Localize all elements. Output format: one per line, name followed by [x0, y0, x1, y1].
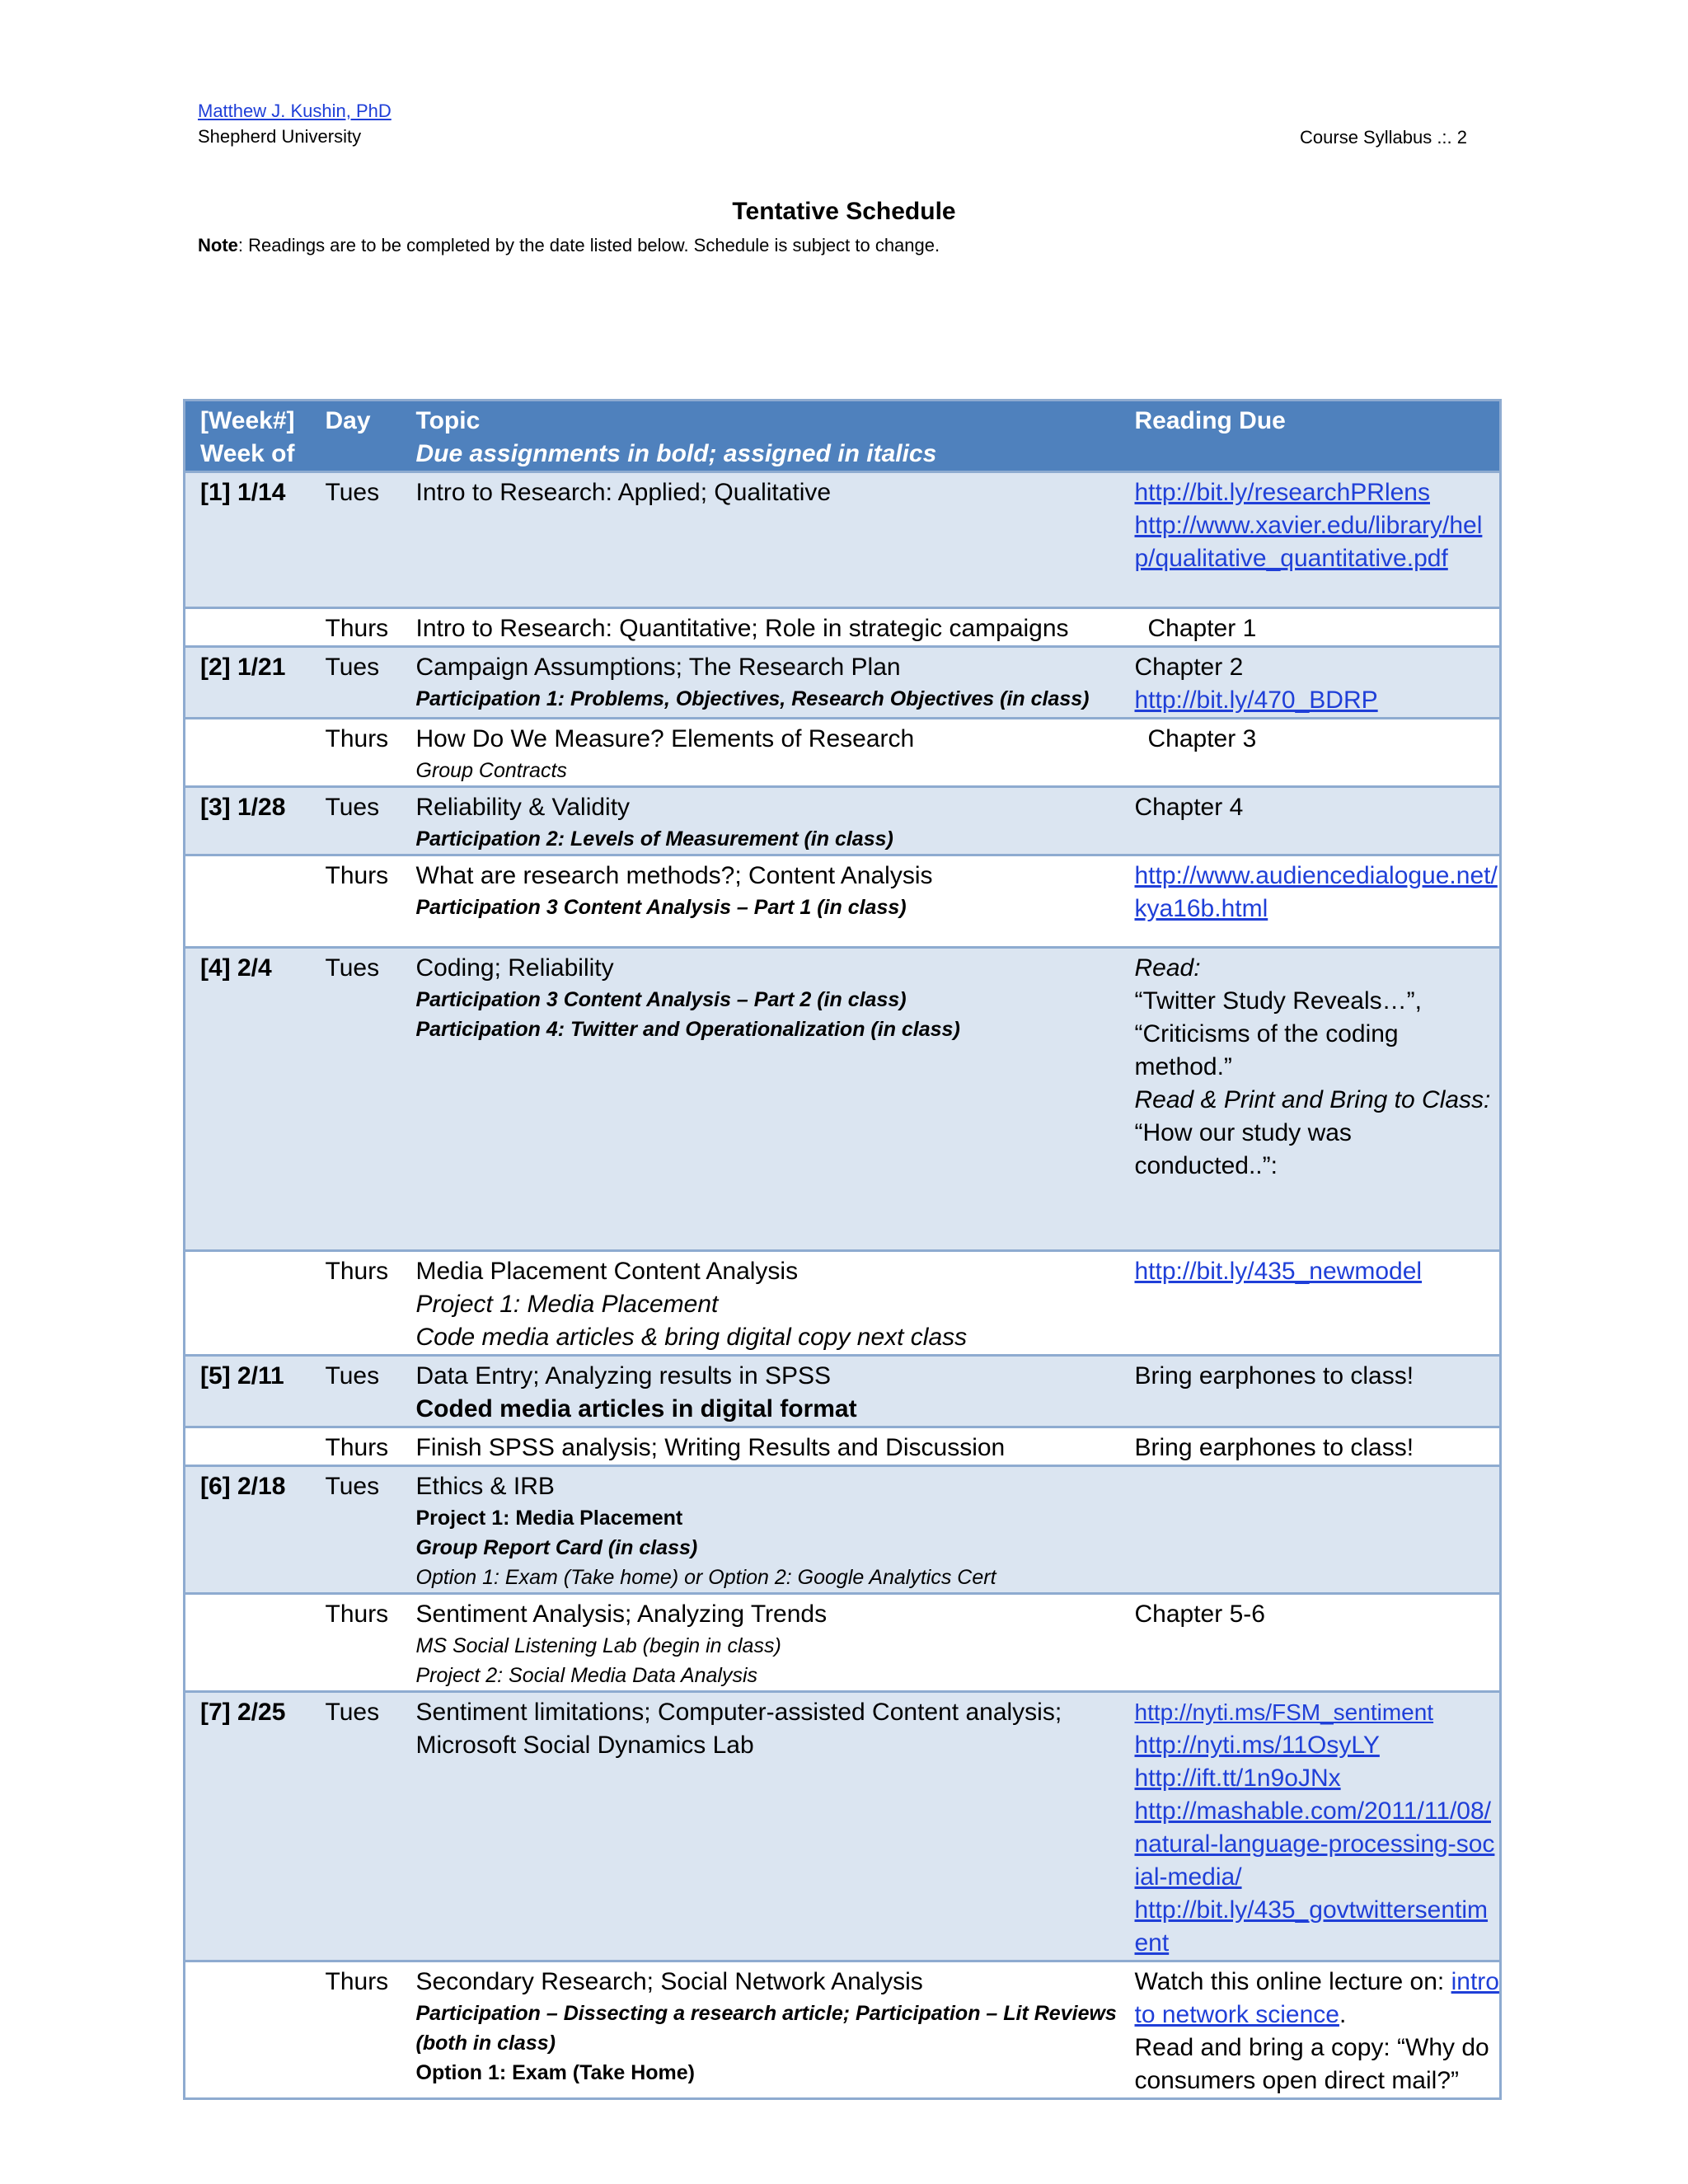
reading-link[interactable]: http://www.xavier.edu/library/help/qualitative_quantitative.pdf: [1134, 512, 1483, 572]
table-row: [185, 608, 1501, 647]
participation-text: Group Report Card (in class): [415, 1536, 698, 1559]
topic-cell: Sentiment Analysis; Analyzing Trends MS Social Listening Lab (begin in class) Project 2: Social Media Data Analysis: [401, 1594, 1120, 1692]
reading-link[interactable]: http://nyti.ms/FSM_sentiment: [1134, 1699, 1434, 1725]
reading-cell: Chapter 3: [1120, 719, 1501, 787]
author-name[interactable]: Matthew J. Kushin, PhD: [198, 101, 392, 121]
week-cell: [185, 1594, 311, 1692]
table-header-row: [185, 401, 1501, 472]
reading-cell: Bring earphones to class!: [1120, 1356, 1501, 1427]
topic-cell: Secondary Research; Social Network Analysis Participation – Dissecting a research article; Participation – Lit Reviews (both in class) Option 1: Exam (Take Home): [401, 1961, 1120, 2099]
reading-link[interactable]: http://bit.ly/researchPRlens: [1134, 479, 1430, 506]
table-row: [185, 472, 1501, 608]
topic-cell: Media Placement Content Analysis Project 1: Media Placement Code media articles & bring digital copy next class: [401, 1251, 1120, 1356]
institution: Shepherd University: [198, 126, 362, 147]
note-label: Note: [198, 235, 238, 255]
author-link[interactable]: [198, 99, 392, 124]
topic-cell: Intro to Research: Quantitative; Role in strategic campaigns: [401, 608, 1120, 647]
week-cell: [7] 2/25: [185, 1692, 311, 1961]
header-topic: Topic Due assignments in bold; assigned in italics: [401, 401, 1120, 472]
page-title: Tentative Schedule: [732, 198, 956, 225]
table-row: [185, 787, 1501, 855]
topic-cell: Intro to Research: Applied; Qualitative: [401, 472, 1120, 608]
reading-link[interactable]: http://www.audiencedialogue.net/kya16b.html: [1134, 862, 1498, 922]
day-cell: Thurs: [311, 855, 401, 948]
topic-cell: How Do We Measure? Elements of Research Group Contracts: [401, 719, 1120, 787]
table-row: [185, 1356, 1501, 1427]
table-row: [185, 1427, 1501, 1466]
topic-cell: Coding; Reliability Participation 3 Content Analysis – Part 2 (in class) Participation 4: Twitter and Operationalization (in class): [401, 948, 1120, 1251]
table-row: [185, 647, 1501, 719]
assigned-text: Code media articles & bring digital copy next class: [415, 1324, 968, 1351]
note-text: : Readings are to be completed by the date listed below. Schedule is subject to change.: [237, 235, 940, 255]
topic-cell: What are research methods?; Content Analysis Participation 3 Content Analysis – Part 1 (in class): [401, 855, 1120, 948]
week-cell: [185, 1427, 311, 1466]
due-text: Project 1: Media Placement: [415, 1507, 683, 1530]
table-row: [185, 855, 1501, 948]
header-day: Day: [311, 401, 401, 472]
week-cell: [5] 2/11: [185, 1356, 311, 1427]
reading-cell: Chapter 2 http://bit.ly/470_BDRP: [1120, 647, 1501, 719]
week-cell: [185, 719, 311, 787]
reading-link[interactable]: http://bit.ly/435_govtwittersentiment: [1134, 1896, 1489, 1957]
participation-text: Participation 3 Content Analysis – Part 1 (in class): [415, 896, 907, 919]
assigned-text: Group Contracts: [415, 759, 567, 782]
day-cell: Tues: [311, 647, 401, 719]
week-cell: [185, 855, 311, 948]
week-cell: [185, 608, 311, 647]
participation-text: Participation 2: Levels of Measurement (in class): [415, 827, 893, 851]
week-cell: [185, 1251, 311, 1356]
table-row: [185, 1594, 1501, 1692]
participation-text: Participation 1: Problems, Objectives, Research Objectives (in class): [415, 687, 1090, 710]
network-science-link[interactable]: intro to network science: [1134, 1968, 1499, 2028]
note: [198, 235, 940, 256]
reading-cell: [1120, 855, 1501, 948]
schedule-table: [183, 399, 1502, 2100]
reading-cell: Read: “Twitter Study Reveals…”, “Criticisms of the coding method.” Read & Print and Bring to Class: “How our study was conducted..”:: [1120, 948, 1501, 1251]
reading-cell: Bring earphones to class!: [1120, 1427, 1501, 1466]
week-cell: [3] 1/28: [185, 787, 311, 855]
topic-cell: Campaign Assumptions; The Research Plan Participation 1: Problems, Objectives, Research Objectives (in class): [401, 647, 1120, 719]
reading-link[interactable]: http://ift.tt/1n9oJNx: [1134, 1765, 1341, 1792]
week-cell: [185, 1961, 311, 2099]
assigned-text: Project 1: Media Placement: [415, 1291, 719, 1318]
day-cell: Thurs: [311, 1427, 401, 1466]
reading-cell: Chapter 1: [1120, 608, 1501, 647]
week-cell: [2] 1/21: [185, 647, 311, 719]
topic-cell: Reliability & Validity Participation 2: Levels of Measurement (in class): [401, 787, 1120, 855]
day-cell: Thurs: [311, 608, 401, 647]
participation-text: Participation 3 Content Analysis – Part 2 (in class): [415, 988, 907, 1011]
assigned-text: Option 1: Exam (Take home) or Option 2: Google Analytics Cert: [415, 1566, 996, 1589]
doc-label: Course Syllabus .:. 2: [1300, 127, 1467, 148]
day-cell: Thurs: [311, 1961, 401, 2099]
reading-cell: [1120, 1692, 1501, 1961]
table-row: [185, 719, 1501, 787]
week-cell: [1] 1/14: [185, 472, 311, 608]
topic-cell: Data Entry; Analyzing results in SPSS Coded media articles in digital format: [401, 1356, 1120, 1427]
header-reading: Reading Due: [1120, 401, 1501, 472]
participation-text: Participation 4: Twitter and Operationalization (in class): [415, 1018, 960, 1041]
assigned-text: Project 2: Social Media Data Analysis: [415, 1664, 758, 1687]
topic-cell: Sentiment limitations; Computer-assisted Content analysis; Microsoft Social Dynamics Lab: [401, 1692, 1120, 1961]
table-row: [185, 1961, 1501, 2099]
reading-cell: [1120, 472, 1501, 608]
due-text: Option 1: Exam (Take Home): [415, 2061, 695, 2084]
reading-link[interactable]: http://bit.ly/435_newmodel: [1134, 1258, 1423, 1285]
reading-link[interactable]: http://mashable.com/2011/11/08/natural-language-processing-social-media/: [1134, 1797, 1495, 1891]
reading-cell: Watch this online lecture on: intro to network science. Read and bring a copy: “Why do consumers open direct mail?”: [1120, 1961, 1501, 2099]
reading-link[interactable]: http://bit.ly/470_BDRP: [1134, 687, 1378, 714]
table-row: [185, 1251, 1501, 1356]
header-week: [Week#] Week of: [185, 401, 311, 472]
day-cell: Thurs: [311, 719, 401, 787]
reading-cell: Chapter 4: [1120, 787, 1501, 855]
table-row: [185, 1466, 1501, 1594]
day-cell: Tues: [311, 1692, 401, 1961]
reading-link[interactable]: http://nyti.ms/11OsyLY: [1134, 1732, 1380, 1759]
participation-text: Participation – Dissecting a research article; Participation – Lit Reviews (both in class): [415, 2002, 1117, 2055]
day-cell: Tues: [311, 787, 401, 855]
reading-cell: Chapter 5-6: [1120, 1594, 1501, 1692]
day-cell: Tues: [311, 1356, 401, 1427]
topic-cell: Finish SPSS analysis; Writing Results and Discussion: [401, 1427, 1120, 1466]
table-row: [185, 1692, 1501, 1961]
day-cell: Thurs: [311, 1594, 401, 1692]
day-cell: Tues: [311, 1466, 401, 1594]
day-cell: Tues: [311, 472, 401, 608]
day-cell: Tues: [311, 948, 401, 1251]
due-text: Coded media articles in digital format: [415, 1395, 857, 1422]
reading-cell: [1120, 1466, 1501, 1594]
week-cell: [4] 2/4: [185, 948, 311, 1251]
reading-cell: [1120, 1251, 1501, 1356]
topic-cell: Ethics & IRB Project 1: Media Placement Group Report Card (in class) Option 1: Exam (Take home) or Option 2: Google Analytics Cert: [401, 1466, 1120, 1594]
day-cell: Thurs: [311, 1251, 401, 1356]
assigned-text: MS Social Listening Lab (begin in class): [415, 1634, 781, 1657]
table-row: [185, 948, 1501, 1251]
week-cell: [6] 2/18: [185, 1466, 311, 1594]
